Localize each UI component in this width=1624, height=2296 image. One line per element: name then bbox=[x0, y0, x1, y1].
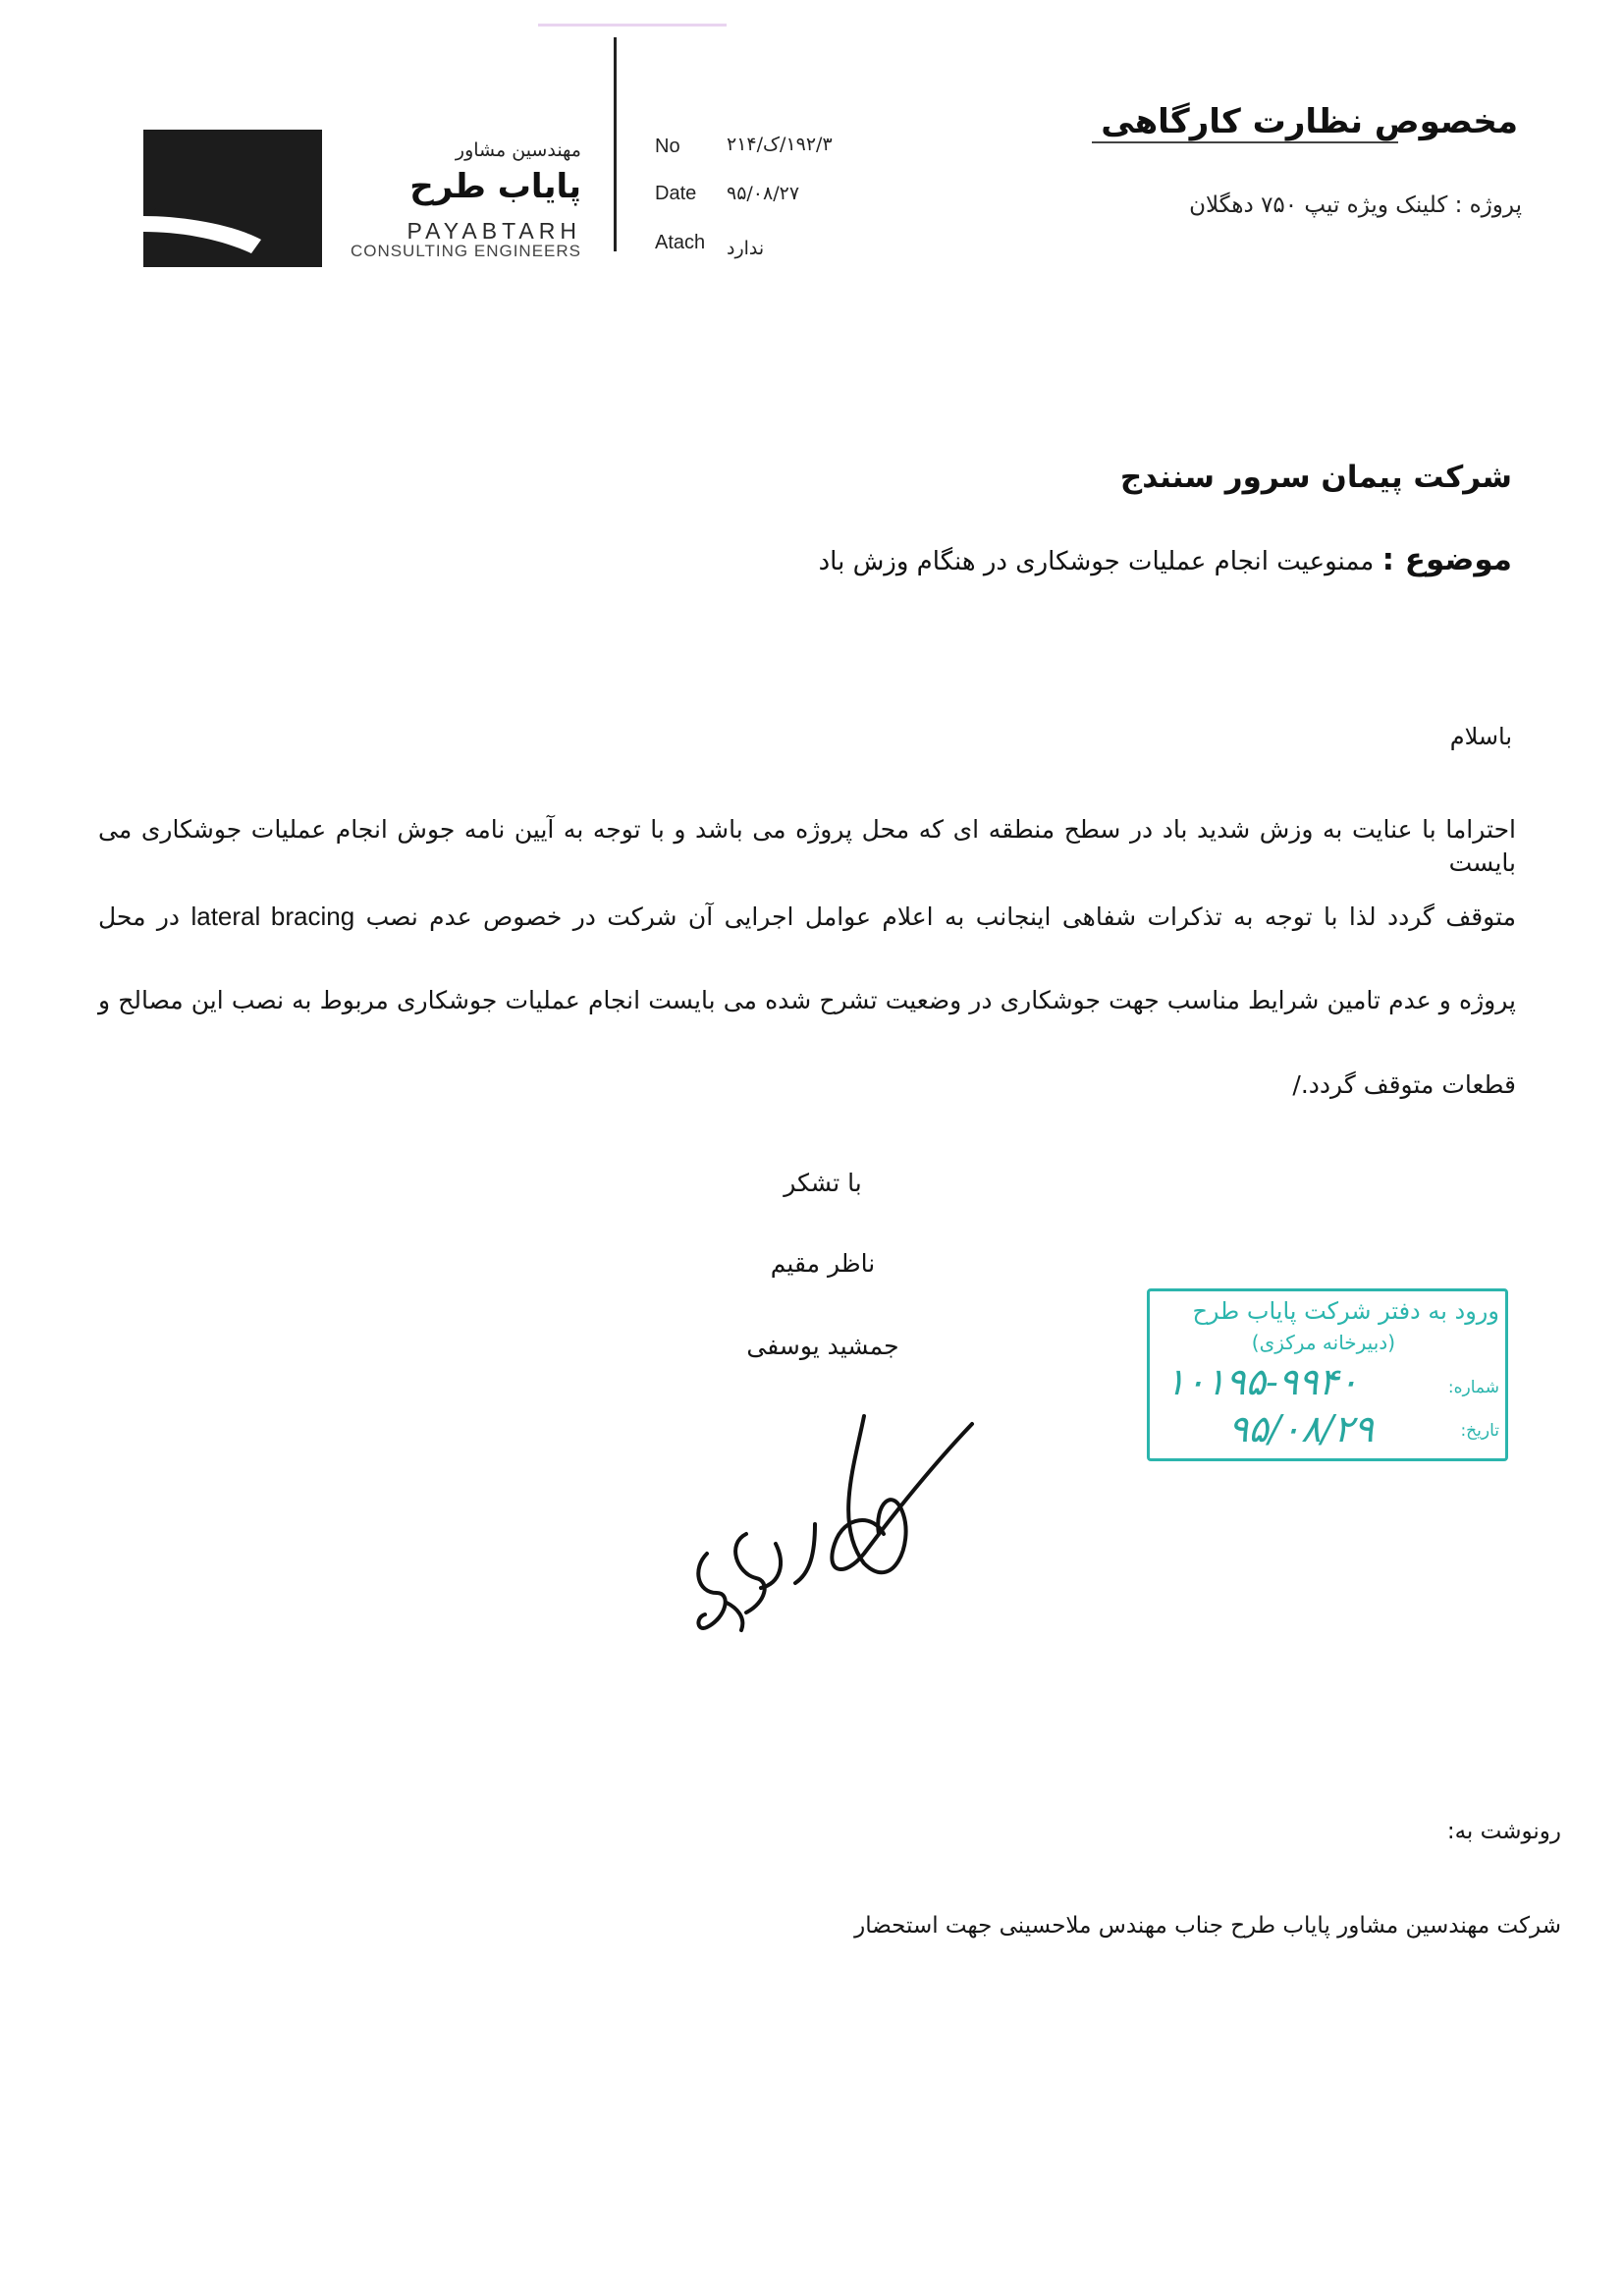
body-line-1: احتراما با عنایت به وزش شدید باد در سطح منطقه ای که محل پروژه می باشد و با توجه به آیین نامه جوش انجام عملیات جوشکاری می بایست bbox=[98, 815, 1516, 877]
classification-heading: مخصوص نظارت کارگاهی bbox=[1101, 102, 1518, 141]
stamp-title: ورود به دفتر شرکت پایاب طرح bbox=[1192, 1297, 1499, 1325]
body-line-2-latin-term: lateral bracing bbox=[190, 902, 355, 931]
meta-date-label: Date bbox=[655, 183, 697, 204]
logo-swoosh-icon bbox=[143, 130, 322, 267]
meta-attach-value: ندارد bbox=[727, 238, 765, 259]
subject-text: ممنوعیت انجام عملیات جوشکاری در هنگام وزش باد bbox=[818, 547, 1375, 576]
signer-name: جمشید یوسفی bbox=[746, 1332, 899, 1360]
classification-underline bbox=[1092, 141, 1398, 143]
cc-label: رونوشت به: bbox=[1446, 1819, 1561, 1844]
meta-attach-label: Atach bbox=[655, 232, 706, 253]
scan-mark bbox=[538, 24, 727, 27]
body-line-2 bbox=[98, 900, 1516, 934]
brand-persian-small: مهندسین مشاور bbox=[455, 139, 581, 161]
stamp-date-value: ۹۵/۰۸/۲۹ bbox=[1228, 1407, 1375, 1450]
meta-no-label: No bbox=[655, 136, 680, 157]
signature-text: یوسفی bbox=[668, 1406, 671, 1407]
closing-thanks: با تشکر bbox=[784, 1169, 862, 1197]
stamp-date-label: تاریخ: bbox=[1460, 1421, 1499, 1441]
brand-english-subtitle: CONSULTING ENGINEERS bbox=[350, 242, 581, 260]
body-line-2-part-a: متوقف گردد لذا با توجه به تذکرات شفاهی اینجانب به اعلام عوامل اجرایی آن شرکت در خصوص عدم نصب bbox=[365, 902, 1517, 931]
body-line-4: قطعات متوقف گردد./ bbox=[1292, 1070, 1516, 1099]
project-line: پروژه : کلینک ویژه تیپ ۷۵۰ دهگلان bbox=[1189, 192, 1522, 218]
company-logo bbox=[143, 130, 322, 267]
signer-role: ناظر مقیم bbox=[770, 1249, 876, 1278]
recipient: شرکت پیمان سرور سنندج bbox=[1119, 460, 1512, 495]
subject-label: موضوع : bbox=[1381, 542, 1512, 577]
stamp-number-value: ۱۰۱۹۵-۹۹۴۰ bbox=[1165, 1360, 1359, 1403]
header-divider bbox=[614, 37, 617, 251]
received-stamp bbox=[1147, 1288, 1508, 1461]
cc-recipient: شرکت مهندسین مشاور پایاب طرح جناب مهندس ملاحسینی جهت استحضار bbox=[854, 1913, 1561, 1939]
brand-persian-name: پایاب طرح bbox=[409, 167, 581, 206]
meta-date-value: ۹۵/۰۸/۲۷ bbox=[727, 183, 800, 204]
subject-line bbox=[687, 542, 1512, 577]
body-line-2-part-b: در محل bbox=[98, 902, 181, 931]
stamp-number-label: شماره: bbox=[1447, 1378, 1499, 1397]
greeting: باسلام bbox=[1449, 723, 1512, 750]
meta-no-value: ۱۹۲/۳/ک/۲۱۴ bbox=[727, 134, 833, 155]
handwritten-signature bbox=[668, 1406, 992, 1642]
brand-english-name: PAYABTARH bbox=[406, 218, 581, 244]
body-line-3: پروژه و عدم تامین شرایط مناسب جهت جوشکاری در وضعیت تشرح شده می بایست انجام عملیات جوشکاری مربوط به نصب این مصالح و bbox=[98, 986, 1516, 1014]
stamp-subtitle: (دبیرخانه مرکزی) bbox=[1251, 1331, 1395, 1354]
